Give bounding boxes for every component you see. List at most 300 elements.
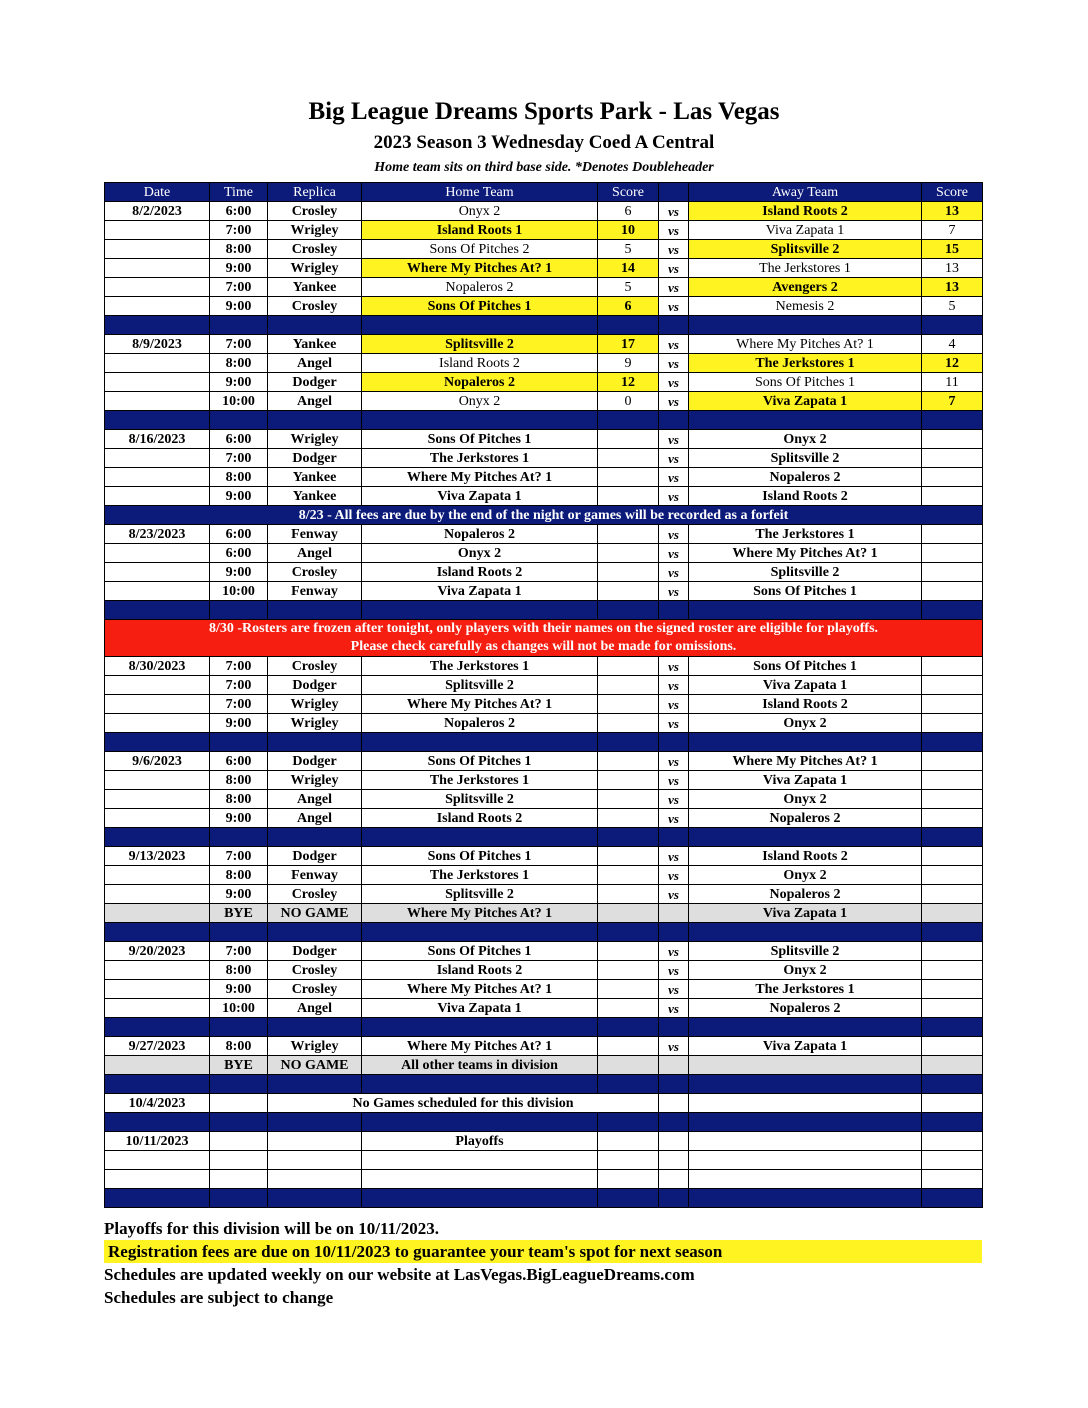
field-cell: Angel	[268, 354, 362, 373]
field-cell: Dodger	[268, 373, 362, 392]
away-team-cell: Where My Pitches At? 1	[689, 335, 922, 354]
home-team-cell: Island Roots 2	[362, 563, 598, 582]
away-team-cell: Nopaleros 2	[689, 468, 922, 487]
col-header-date: Date	[105, 183, 210, 202]
away-team-cell: Splitsville 2	[689, 240, 922, 259]
date-cell	[105, 278, 210, 297]
home-team-cell: Viva Zapata 1	[362, 487, 598, 506]
away-team-cell	[689, 1132, 922, 1151]
vs-cell: vs	[659, 752, 689, 771]
separator-cell	[659, 733, 689, 752]
separator-cell	[268, 1189, 362, 1208]
field-cell: Yankee	[268, 487, 362, 506]
home-team-cell: Viva Zapata 1	[362, 999, 598, 1018]
vs-cell: vs	[659, 657, 689, 676]
vs-cell: vs	[659, 449, 689, 468]
time-cell	[210, 1094, 268, 1113]
away-score-cell	[922, 487, 983, 506]
field-cell: Fenway	[268, 525, 362, 544]
field-cell: Crosley	[268, 240, 362, 259]
separator-cell	[268, 1075, 362, 1094]
table-row	[105, 430, 983, 449]
separator-cell	[922, 601, 983, 620]
date-cell	[105, 297, 210, 316]
home-team-cell: Where My Pitches At? 1	[362, 1037, 598, 1056]
away-score-cell	[922, 430, 983, 449]
table-row	[105, 1132, 983, 1151]
time-cell: 8:00	[210, 468, 268, 487]
date-cell	[105, 373, 210, 392]
separator-cell	[268, 1018, 362, 1037]
time-cell: 6:00	[210, 752, 268, 771]
away-team-cell: Where My Pitches At? 1	[689, 752, 922, 771]
home-score-cell	[598, 676, 659, 695]
separator-cell	[659, 1018, 689, 1037]
vs-cell	[659, 1151, 689, 1170]
field-cell: Crosley	[268, 297, 362, 316]
vs-cell	[659, 1170, 689, 1189]
table-row	[105, 468, 983, 487]
vs-cell: vs	[659, 392, 689, 411]
field-cell: Fenway	[268, 582, 362, 601]
time-cell: 8:00	[210, 790, 268, 809]
col-header-away-team: Away Team	[689, 183, 922, 202]
away-score-cell	[922, 468, 983, 487]
home-score-cell	[598, 468, 659, 487]
home-team-cell: Nopaleros 2	[362, 278, 598, 297]
separator-cell	[268, 601, 362, 620]
home-team-cell: The Jerkstores 1	[362, 449, 598, 468]
away-team-cell: Island Roots 2	[689, 487, 922, 506]
away-score-cell	[922, 1094, 983, 1113]
vs-cell: vs	[659, 1037, 689, 1056]
away-team-cell: The Jerkstores 1	[689, 259, 922, 278]
table-row	[105, 259, 983, 278]
home-score-cell	[598, 980, 659, 999]
separator-cell	[210, 733, 268, 752]
separator-cell	[689, 923, 922, 942]
away-team-cell: Splitsville 2	[689, 449, 922, 468]
home-team-cell: Sons Of Pitches 2	[362, 240, 598, 259]
home-team-cell: Sons Of Pitches 1	[362, 752, 598, 771]
no-games-note: No Games scheduled for this division	[268, 1094, 659, 1113]
field-cell: Angel	[268, 544, 362, 563]
away-score-cell: 13	[922, 259, 983, 278]
field-cell: Wrigley	[268, 259, 362, 278]
separator-row	[105, 316, 983, 335]
separator-cell	[210, 601, 268, 620]
table-row	[105, 961, 983, 980]
time-cell: BYE	[210, 1056, 268, 1075]
time-cell: 7:00	[210, 657, 268, 676]
roster-notice	[105, 620, 983, 657]
separator-row	[105, 601, 983, 620]
field-cell: Wrigley	[268, 771, 362, 790]
separator-cell	[362, 1189, 598, 1208]
home-score-cell	[598, 582, 659, 601]
away-team-cell: Viva Zapata 1	[689, 771, 922, 790]
separator-cell	[689, 1075, 922, 1094]
away-team-cell: Onyx 2	[689, 961, 922, 980]
time-cell: 9:00	[210, 297, 268, 316]
vs-cell: vs	[659, 544, 689, 563]
vs-cell: vs	[659, 790, 689, 809]
date-cell	[105, 563, 210, 582]
away-score-cell	[922, 695, 983, 714]
time-cell: 8:00	[210, 866, 268, 885]
home-score-cell	[598, 449, 659, 468]
vs-cell: vs	[659, 771, 689, 790]
away-score-cell	[922, 714, 983, 733]
field-cell: Fenway	[268, 866, 362, 885]
separator-cell	[362, 316, 598, 335]
away-team-cell: Onyx 2	[689, 866, 922, 885]
roster-notice-line: 8/30 -Rosters are frozen after tonight, only players with their names on the signed roster are eligible for playoffs.	[208, 621, 879, 636]
home-score-cell	[598, 1037, 659, 1056]
time-cell	[210, 1132, 268, 1151]
away-team-cell	[689, 1151, 922, 1170]
table-row	[105, 866, 983, 885]
vs-cell: vs	[659, 582, 689, 601]
away-score-cell	[922, 885, 983, 904]
separator-cell	[689, 1189, 922, 1208]
away-team-cell: Splitsville 2	[689, 942, 922, 961]
table-row	[105, 714, 983, 733]
home-team-cell: Sons Of Pitches 1	[362, 847, 598, 866]
separator-row	[105, 1113, 983, 1132]
time-cell: BYE	[210, 904, 268, 923]
table-row	[105, 563, 983, 582]
home-score-cell: 10	[598, 221, 659, 240]
time-cell: 9:00	[210, 373, 268, 392]
away-score-cell: 11	[922, 373, 983, 392]
home-team-cell: Onyx 2	[362, 392, 598, 411]
away-score-cell	[922, 904, 983, 923]
date-cell	[105, 904, 210, 923]
away-team-cell	[689, 1056, 922, 1075]
away-team-cell: Viva Zapata 1	[689, 1037, 922, 1056]
separator-row	[105, 923, 983, 942]
away-score-cell	[922, 866, 983, 885]
separator-cell	[922, 1075, 983, 1094]
date-cell: 9/27/2023	[105, 1037, 210, 1056]
vs-cell: vs	[659, 961, 689, 980]
vs-cell: vs	[659, 487, 689, 506]
separator-cell	[210, 828, 268, 847]
home-score-cell	[598, 525, 659, 544]
home-score-cell: 6	[598, 202, 659, 221]
field-cell: Crosley	[268, 885, 362, 904]
field-cell: Wrigley	[268, 1037, 362, 1056]
away-team-cell: Island Roots 2	[689, 202, 922, 221]
field-cell: Crosley	[268, 202, 362, 221]
date-cell	[105, 866, 210, 885]
separator-cell	[689, 411, 922, 430]
separator-row	[105, 733, 983, 752]
away-team-cell: Onyx 2	[689, 790, 922, 809]
date-cell	[105, 999, 210, 1018]
home-score-cell	[598, 657, 659, 676]
separator-cell	[105, 828, 210, 847]
date-cell	[105, 1151, 210, 1170]
vs-cell: vs	[659, 335, 689, 354]
date-cell	[105, 487, 210, 506]
date-cell	[105, 582, 210, 601]
home-score-cell	[598, 487, 659, 506]
away-score-cell	[922, 961, 983, 980]
time-cell: 8:00	[210, 1037, 268, 1056]
home-team-cell: Sons Of Pitches 1	[362, 942, 598, 961]
separator-cell	[105, 1189, 210, 1208]
table-row	[105, 525, 983, 544]
home-score-cell: 17	[598, 335, 659, 354]
date-cell	[105, 961, 210, 980]
separator-cell	[105, 733, 210, 752]
home-team-cell: Onyx 2	[362, 202, 598, 221]
field-cell: Yankee	[268, 335, 362, 354]
home-team-cell: The Jerkstores 1	[362, 657, 598, 676]
vs-cell: vs	[659, 278, 689, 297]
separator-cell	[105, 923, 210, 942]
col-header-away-score: Score	[922, 183, 983, 202]
separator-cell	[598, 1189, 659, 1208]
field-cell	[268, 1151, 362, 1170]
away-team-cell: Onyx 2	[689, 714, 922, 733]
field-cell: Crosley	[268, 657, 362, 676]
separator-cell	[598, 923, 659, 942]
time-cell: 6:00	[210, 525, 268, 544]
field-cell: Wrigley	[268, 695, 362, 714]
separator-cell	[105, 1075, 210, 1094]
separator-cell	[362, 601, 598, 620]
table-row	[105, 278, 983, 297]
away-score-cell	[922, 1132, 983, 1151]
separator-cell	[362, 923, 598, 942]
away-team-cell: Viva Zapata 1	[689, 221, 922, 240]
schedule-table	[104, 182, 983, 1208]
home-score-cell: 12	[598, 373, 659, 392]
separator-cell	[105, 316, 210, 335]
separator-cell	[362, 1113, 598, 1132]
vs-cell: vs	[659, 847, 689, 866]
fee-notice: 8/23 - All fees are due by the end of the night or games will be recorded as a forfeit	[105, 506, 983, 525]
roster-notice-line: Please check carefully as changes will not be made for omissions.	[350, 639, 737, 654]
date-cell	[105, 544, 210, 563]
table-row	[105, 942, 983, 961]
separator-cell	[105, 1113, 210, 1132]
field-cell: Dodger	[268, 752, 362, 771]
away-team-cell	[689, 1094, 922, 1113]
away-team-cell: Nopaleros 2	[689, 999, 922, 1018]
separator-cell	[689, 733, 922, 752]
away-team-cell	[689, 1170, 922, 1189]
time-cell: 8:00	[210, 961, 268, 980]
separator-cell	[598, 316, 659, 335]
home-team-cell: Onyx 2	[362, 544, 598, 563]
date-cell	[105, 809, 210, 828]
away-score-cell	[922, 525, 983, 544]
table-row	[105, 695, 983, 714]
time-cell: 9:00	[210, 885, 268, 904]
separator-cell	[598, 601, 659, 620]
separator-cell	[659, 923, 689, 942]
date-cell: 8/9/2023	[105, 335, 210, 354]
away-score-cell	[922, 847, 983, 866]
separator-cell	[362, 411, 598, 430]
field-cell	[268, 1170, 362, 1189]
home-team-cell: Nopaleros 2	[362, 525, 598, 544]
time-cell: 9:00	[210, 980, 268, 999]
away-score-cell	[922, 544, 983, 563]
date-cell	[105, 676, 210, 695]
vs-cell: vs	[659, 354, 689, 373]
vs-cell: vs	[659, 676, 689, 695]
home-team-cell: Island Roots 2	[362, 809, 598, 828]
separator-cell	[659, 1075, 689, 1094]
table-row	[105, 790, 983, 809]
home-score-cell: 0	[598, 392, 659, 411]
field-cell: Dodger	[268, 942, 362, 961]
away-team-cell: Avengers 2	[689, 278, 922, 297]
vs-cell	[659, 1094, 689, 1113]
date-cell	[105, 240, 210, 259]
away-score-cell	[922, 771, 983, 790]
table-row	[105, 1094, 983, 1113]
home-team-cell: Splitsville 2	[362, 335, 598, 354]
home-score-cell: 9	[598, 354, 659, 373]
home-team-cell: Splitsville 2	[362, 885, 598, 904]
home-team-cell	[362, 1170, 598, 1189]
footer-playoffs-note: Playoffs for this division will be on 10/11/2023.	[104, 1219, 440, 1238]
away-score-cell	[922, 790, 983, 809]
vs-cell: vs	[659, 714, 689, 733]
footer-registration-note: Registration fees are due on 10/11/2023 to guarantee your team's spot for next season	[104, 1240, 982, 1263]
time-cell: 7:00	[210, 221, 268, 240]
away-team-cell: The Jerkstores 1	[689, 354, 922, 373]
field-cell: Yankee	[268, 468, 362, 487]
footer-change-note: Schedules are subject to change	[104, 1288, 334, 1307]
home-team-cell: Nopaleros 2	[362, 714, 598, 733]
separator-cell	[598, 828, 659, 847]
away-score-cell: 13	[922, 278, 983, 297]
vs-cell: vs	[659, 221, 689, 240]
date-cell	[105, 885, 210, 904]
separator-cell	[268, 1113, 362, 1132]
table-row	[105, 373, 983, 392]
table-row	[105, 771, 983, 790]
date-cell: 8/30/2023	[105, 657, 210, 676]
time-cell: 7:00	[210, 335, 268, 354]
field-cell: Yankee	[268, 278, 362, 297]
roster-notice-row	[105, 620, 983, 657]
time-cell: 9:00	[210, 714, 268, 733]
separator-cell	[210, 1075, 268, 1094]
home-score-cell	[598, 961, 659, 980]
separator-cell	[659, 601, 689, 620]
away-score-cell	[922, 657, 983, 676]
away-score-cell	[922, 1151, 983, 1170]
home-score-cell	[598, 695, 659, 714]
separator-cell	[268, 733, 362, 752]
table-row	[105, 1037, 983, 1056]
vs-cell	[659, 904, 689, 923]
table-row	[105, 544, 983, 563]
away-team-cell: The Jerkstores 1	[689, 525, 922, 544]
date-cell	[105, 714, 210, 733]
home-team-cell: All other teams in division	[362, 1056, 598, 1075]
separator-cell	[659, 828, 689, 847]
time-cell: 8:00	[210, 771, 268, 790]
away-team-cell: Viva Zapata 1	[689, 392, 922, 411]
away-team-cell: Sons Of Pitches 1	[689, 657, 922, 676]
vs-cell: vs	[659, 563, 689, 582]
date-cell: 9/13/2023	[105, 847, 210, 866]
date-cell	[105, 392, 210, 411]
field-cell	[268, 1132, 362, 1151]
vs-cell: vs	[659, 525, 689, 544]
away-score-cell	[922, 582, 983, 601]
separator-cell	[659, 316, 689, 335]
time-cell: 7:00	[210, 695, 268, 714]
away-team-cell: Where My Pitches At? 1	[689, 544, 922, 563]
separator-cell	[659, 1189, 689, 1208]
separator-cell	[689, 828, 922, 847]
separator-cell	[210, 411, 268, 430]
separator-cell	[210, 1113, 268, 1132]
away-score-cell	[922, 752, 983, 771]
col-header-replica: Replica	[268, 183, 362, 202]
separator-cell	[268, 411, 362, 430]
table-row	[105, 980, 983, 999]
vs-cell: vs	[659, 259, 689, 278]
field-cell: Angel	[268, 790, 362, 809]
table-row	[105, 487, 983, 506]
field-cell: Crosley	[268, 563, 362, 582]
home-team-cell: Island Roots 2	[362, 354, 598, 373]
separator-cell	[598, 411, 659, 430]
home-score-cell: 5	[598, 240, 659, 259]
home-score-cell	[598, 1170, 659, 1189]
time-cell: 9:00	[210, 563, 268, 582]
away-score-cell	[922, 999, 983, 1018]
table-row	[105, 809, 983, 828]
away-score-cell	[922, 1037, 983, 1056]
vs-cell: vs	[659, 430, 689, 449]
separator-cell	[922, 411, 983, 430]
away-team-cell: Nopaleros 2	[689, 809, 922, 828]
date-cell	[105, 221, 210, 240]
away-score-cell	[922, 449, 983, 468]
home-team-cell: Nopaleros 2	[362, 373, 598, 392]
vs-cell: vs	[659, 809, 689, 828]
away-team-cell: Viva Zapata 1	[689, 904, 922, 923]
home-score-cell: 5	[598, 278, 659, 297]
date-cell	[105, 695, 210, 714]
separator-row	[105, 1018, 983, 1037]
home-score-cell	[598, 1151, 659, 1170]
home-team-cell: Where My Pitches At? 1	[362, 695, 598, 714]
table-row	[105, 449, 983, 468]
time-cell: 10:00	[210, 392, 268, 411]
page-subtitle: 2023 Season 3 Wednesday Coed A Central	[373, 132, 715, 153]
col-header-time: Time	[210, 183, 268, 202]
separator-cell	[362, 828, 598, 847]
separator-cell	[268, 923, 362, 942]
separator-cell	[922, 1113, 983, 1132]
away-score-cell	[922, 942, 983, 961]
separator-cell	[105, 1018, 210, 1037]
home-team-cell: Where My Pitches At? 1	[362, 468, 598, 487]
